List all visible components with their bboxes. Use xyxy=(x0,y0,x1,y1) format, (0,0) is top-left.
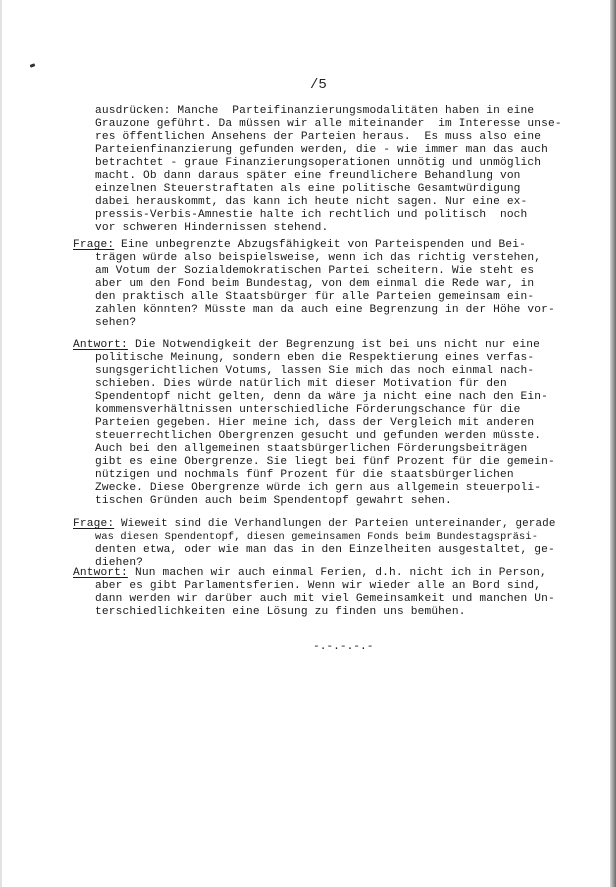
page-number: /5 xyxy=(310,77,327,93)
text-line: aber um den Fond beim Bundestag, von dem einmal die Rede war, in xyxy=(95,278,535,290)
text-line: zahlen könnten? Müsste man da auch eine Begrenzung in der Höhe vor- xyxy=(95,304,555,316)
text-line: pressis-Verbis-Amnestie halte ich rechtlich und politisch noch xyxy=(95,209,528,221)
scan-speck xyxy=(30,63,36,68)
text-line: den praktisch alle Staatsbürger für alle Parteien gemeinsam ein- xyxy=(95,291,535,303)
text-line: was diesen Spendentopf, diesen gemeinsamen Fonds beim Bundestagspräsi- xyxy=(95,531,539,543)
text-line: am Votum der Sozialdemokratischen Partei scheitern. Wie steht es xyxy=(95,265,535,277)
text-line: Auch bei den allgemeinen staatsbürgerlichen Förderungsbeiträgen xyxy=(95,443,528,455)
text-line: gibt es eine Obergrenze. Sie liegt bei fünf Prozent für die gemein- xyxy=(95,456,555,468)
text-line: Nun machen wir auch einmal Ferien, d.h. nicht ich in Person, xyxy=(135,567,547,579)
text-line: Spendentopf nicht gelten, denn da wäre ja nicht eine nach den Ein- xyxy=(95,391,548,403)
text-line: macht. Ob dann daraus später eine freundlichere Behandlung von xyxy=(95,170,521,182)
text-line: diehen? xyxy=(95,557,144,569)
text-line: Parteien gegeben. Hier meine ich, dass der Vergleich mit anderen xyxy=(95,417,535,429)
text-line: kommensverhältnissen unterschiedliche Förderungschance für die xyxy=(95,404,521,416)
scan-right-edge xyxy=(610,0,616,887)
text-line: aber es gibt Parlamentsferien. Wenn wir wieder alle an Bord sind, xyxy=(95,580,542,592)
question-label: Frage: xyxy=(73,518,115,530)
text-line: Eine unbegrenzte Abzugsfähigkeit von Parteispenden und Bei- xyxy=(121,239,526,251)
text-line: nützigen und nochmals fünf Prozent für die staatsbürgerlichen xyxy=(95,469,514,481)
answer-label: Antwort: xyxy=(73,339,128,351)
text-line: schieben. Dies würde natürlich mit dieser Motivation für den xyxy=(95,378,507,390)
text-line: Grauzone geführt. Da müssen wir alle miteinander im Interesse unse- xyxy=(95,118,562,130)
question-label: Frage: xyxy=(73,239,115,251)
text-line: Parteienfinanzierung gefunden werden, die - wie immer man das auch xyxy=(95,144,548,156)
text-line: Wieweit sind die Verhandlungen der Parteien untereinander, gerade xyxy=(121,518,556,530)
closing-mark: -.-.-.-.- xyxy=(313,641,374,653)
text-line: betrachtet - graue Finanzierungsoperationen unnötig und unmöglich xyxy=(95,157,542,169)
text-line: vor schweren Hindernissen stehend. xyxy=(95,222,329,234)
text-line: ausdrücken: Manche Parteifinanzierungsmodalitäten haben in eine xyxy=(95,105,535,117)
answer-label: Antwort: xyxy=(73,567,128,579)
text-line: trägen würde also beispielsweise, wenn ich das richtig verstehen, xyxy=(95,252,542,264)
scan-left-edge xyxy=(0,0,2,887)
text-line: denten etwa, oder wie man das in den Einzelheiten ausgestaltet, ge- xyxy=(95,544,555,556)
text-line: politische Meinung, sondern eben die Respektierung eines verfas- xyxy=(95,352,535,364)
text-line: Die Notwendigkeit der Begrenzung ist bei uns nicht nur eine xyxy=(135,339,540,351)
text-line: Zwecke. Diese Obergrenze würde ich gern aus allgemein steuerpoli- xyxy=(95,482,542,494)
text-line: dabei herauskommt, das kann ich heute nicht sagen. Nur eine ex- xyxy=(95,196,528,208)
text-line: sehen? xyxy=(95,317,137,329)
text-line: tischen Gründen auch beim Spendentopf gewahrt sehen. xyxy=(95,495,452,507)
text-line: dann werden wir darüber auch mit viel Gemeinsamkeit und manchen Un- xyxy=(95,593,555,605)
text-line: terschiedlichkeiten eine Lösung zu finden uns bemühen. xyxy=(95,606,466,618)
text-line: sungsgerichtlichen Votums, lassen Sie mich das noch einmal nach- xyxy=(95,365,535,377)
text-line: einzelnen Steuerstraftaten als eine politische Gesamtwürdigung xyxy=(95,183,521,195)
text-line: steuerrechtlichen Obergrenzen gesucht und gefunden werden müsste. xyxy=(95,430,542,442)
text-line: res öffentlichen Ansehens der Parteien heraus. Es muss also eine xyxy=(95,131,542,143)
